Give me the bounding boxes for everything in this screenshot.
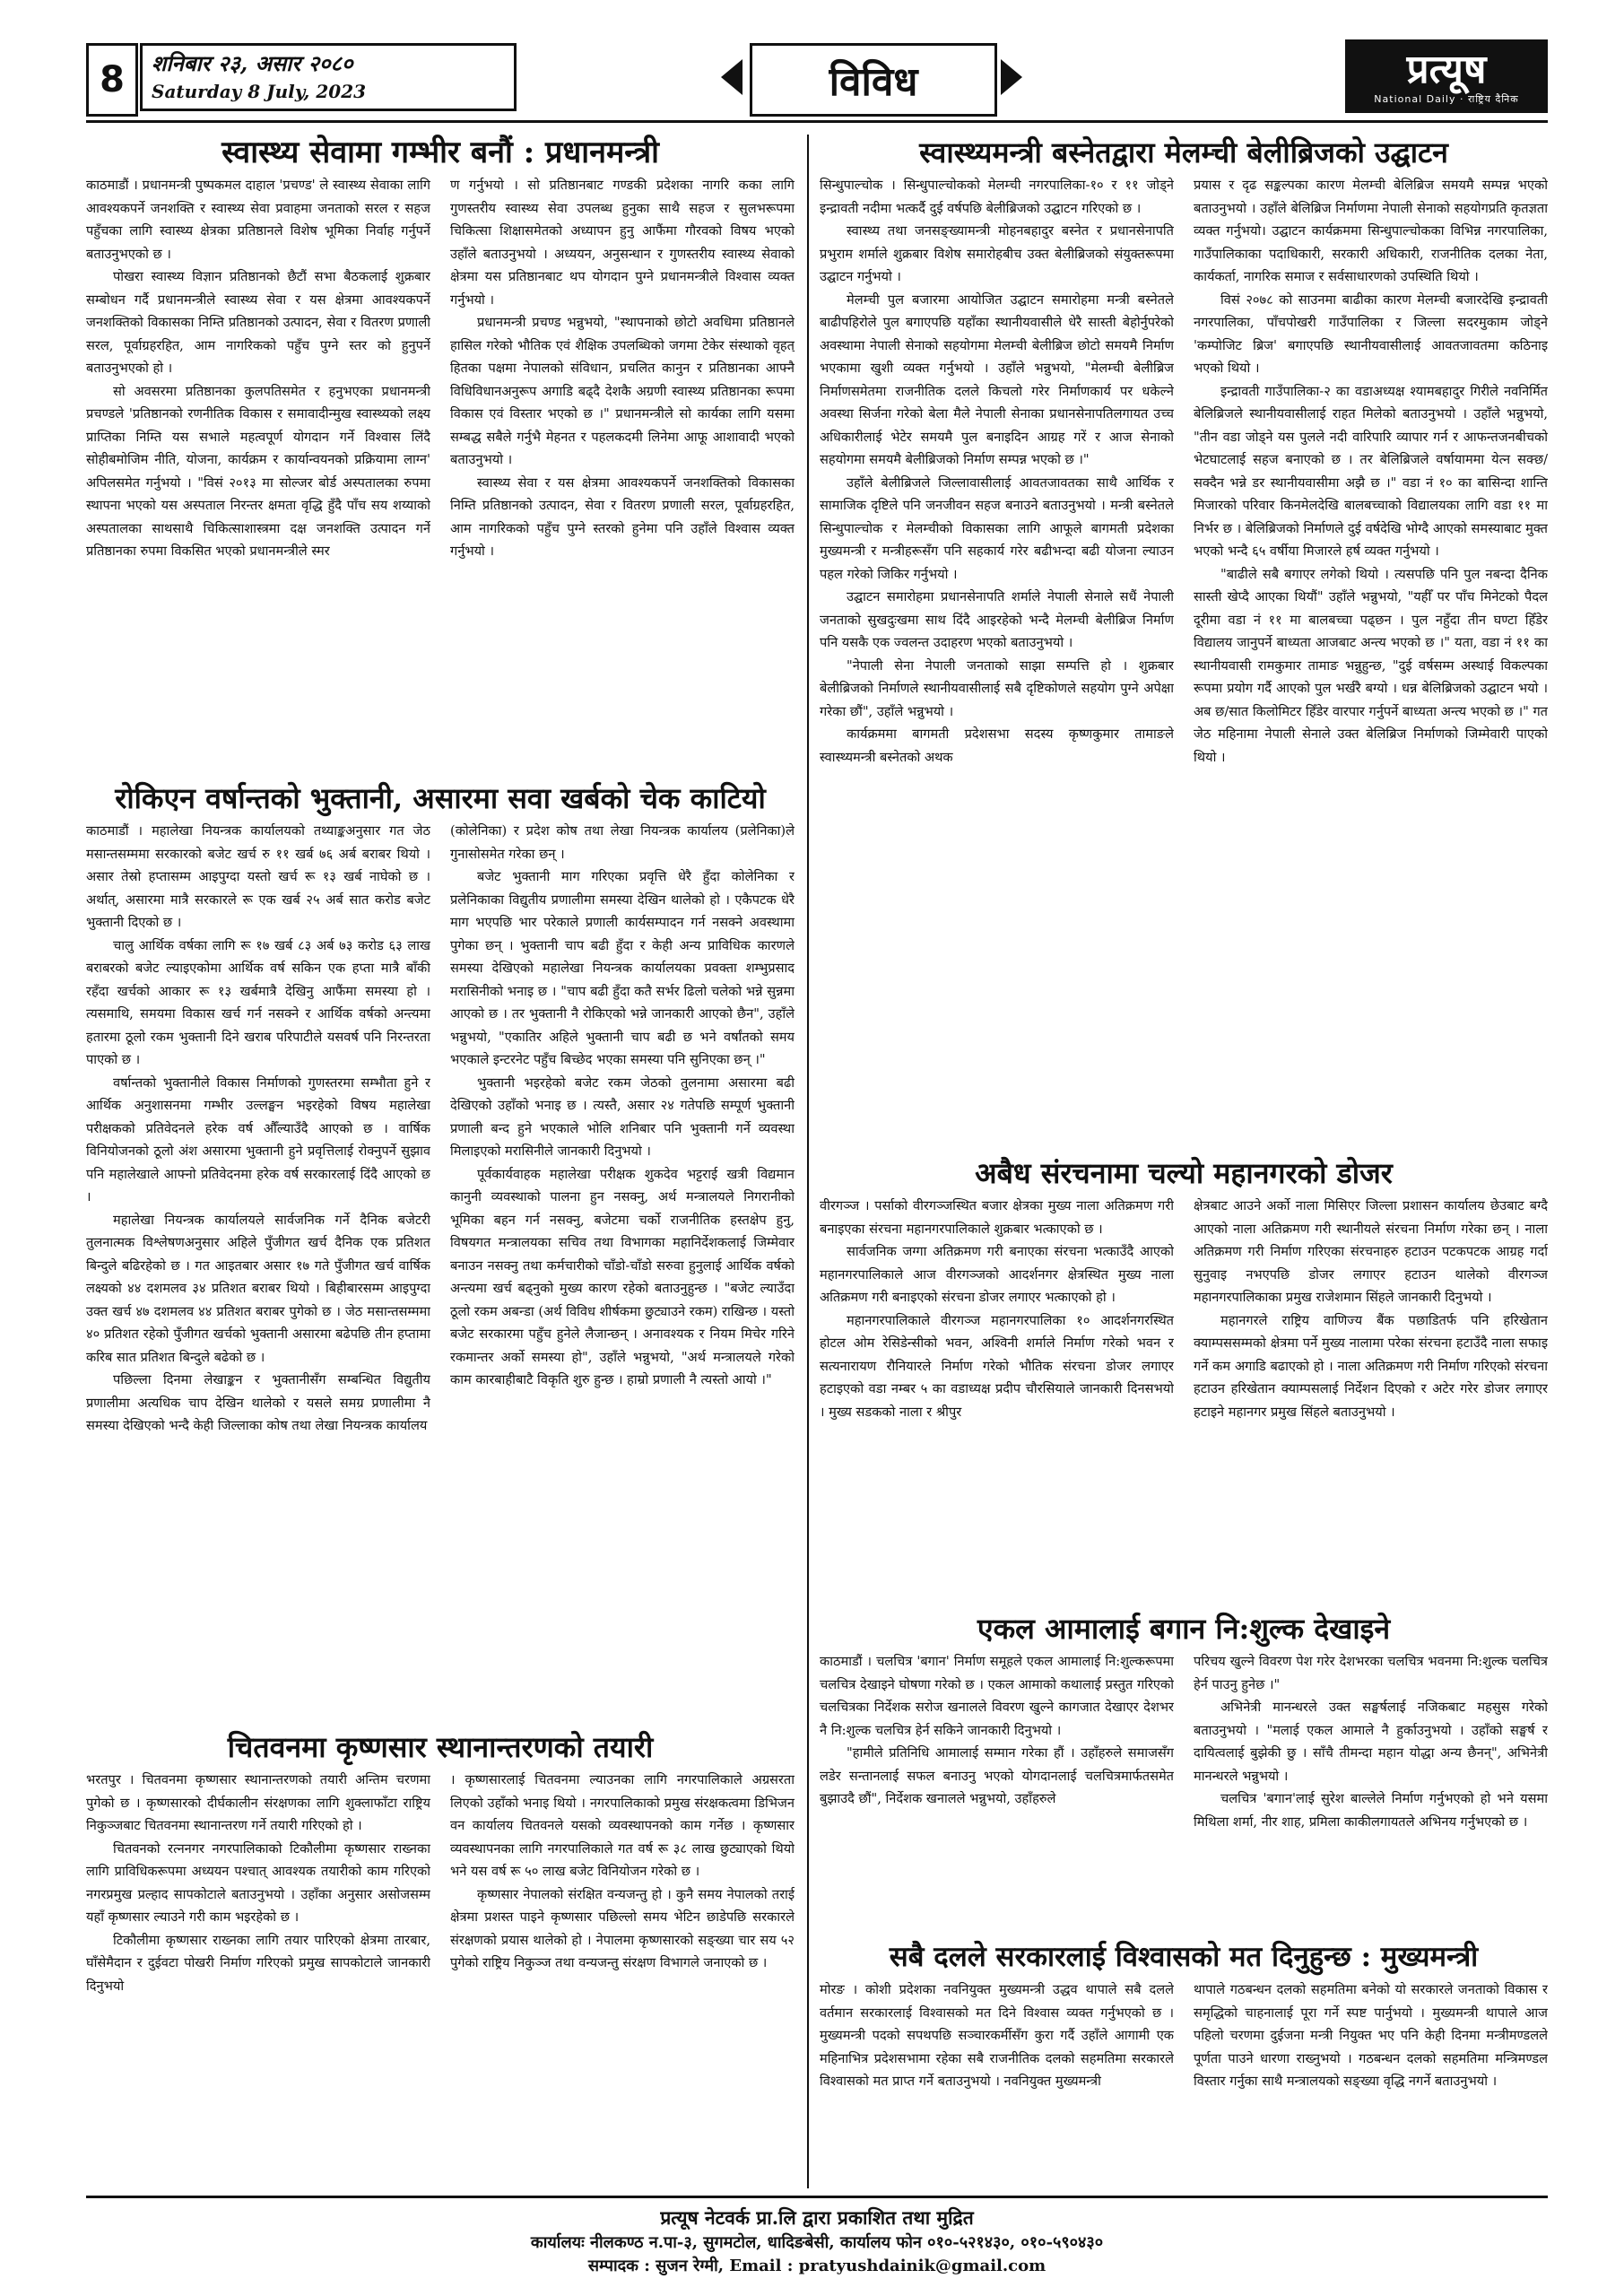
paragraph: सो अवसरमा प्रतिष्ठानका कुलपतिसमेत र हनुभएका प्रधानमन्त्री प्रचण्डले 'प्रतिष्ठानको रणनीतिक विकास र समावादीन्मुख स्वास्थ्यको लक्ष्य प्राप्तिका निम्ति यस सभाले महत्वपूर्ण योगदान गर्ने विश्वास लिंदै सोहीबमोजिम नीति, योजना, कार्यक्रम र कार्यान्वयनको प्रक्रियामा लाग्न' अपिलसमेत गर्नुभयो । "विसं २०१३ मा सोल्जर बोर्ड अस्पतालका रुपमा स्थापना भएको यस अस्पताल निरन्तर क्षमता वृद्धि हुँदै पाँच सय शय्याको अस्पतालका साथसाथै चिकित्साशास्त्रमा दक्ष जनशक्ति उत्पादन गर्ने प्रतिष्ठानका रुपमा विकसित भएको प्रधानमन्त्रीले स्मर	[86, 383, 430, 559]
footer-rule	[86, 2196, 1548, 2198]
paragraph: भरतपुर । चितवनमा कृष्णसार स्थानान्तरणको तयारी अन्तिम चरणमा पुगेको छ । कृष्णसारको दीर्घकालीन संरक्षणका लागि शुक्लाफाँटा राष्ट्रिय निकुञ्जबाट चितवनमा स्थानान्तरण गर्ने तयारी गरिएको हो ।	[86, 1772, 430, 1833]
paragraph: परिचय खुल्ने विवरण पेश गरेर देशभरका चलचित्र भवनमा नि:शुल्क चलचित्र हेर्न पाउनु हुनेछ ।"	[1194, 1654, 1548, 1692]
footer-publisher: प्रत्यूष नेटवर्क प्रा.लि द्वारा प्रकाशित तथा मुद्रित	[660, 2206, 974, 2229]
article-column	[820, 174, 1174, 1143]
paragraph: "बाढीले सबै बगाएर लगेको थियो । त्यसपछि पनि पुल नबन्दा दैनिक सास्ती खेप्दै आएका थियौं" उहाँले भन्नुभयो, "यहीँ पर पाँच मिनेटको पैदल दूरीमा वडा नं ११ मा बालबच्चा पढ्छन । पुल नहुँदा तीन घण्टा हिँडेर विद्यालय जानुपर्ने बाध्यता आजबाट अन्त्य भएको छ ।" यता, वडा नं ११ का स्थानीयवासी रामकुमार तामाङ भन्नुहुन्छ, "दुई वर्षसम्म अस्थाई विकल्पका रूपमा प्रयोग गर्दै आएको पुल भर्खरै बग्यो । धन्न बेलिब्रिजको उद्घाटन भयो । अब छ/सात किलोमिटर हिँडेर वारपार गर्नुपर्ने बाध्यता अन्त्य भएको छ ।" गत जेठ महिनामा नेपाली सेनाले उक्त बेलिब्रिज निर्माणको जिम्मेवारी पाएको थियो ।	[1194, 566, 1548, 765]
paragraph: वीरगञ्ज । पर्साको वीरगञ्जस्थित बजार क्षेत्रका मुख्य नाला अतिक्रमण गरी बनाइएका संरचना महानगरपालिकाले शुक्रबार भत्काएको छ ।	[820, 1198, 1174, 1237]
paragraph: चितवनको रत्ननगर नगरपालिकाको टिकौलीमा कृष्णसार राख्नका लागि प्राविधिकरूपमा अध्ययन पश्चात् आवश्यक तयारीको काम गरिएको नगरप्रमुख प्रल्हाद सापकोटाले बताउनुभयो । उहाँका अनुसार असोजसम्म यहाँ कृष्णसार ल्याउने गरी काम भइरहेको छ ।	[86, 1840, 430, 1925]
paragraph: थापाले गठबन्धन दलको सहमतिमा बनेको यो सरकारले जनताको विकास र समृद्धिको चाहनालाई पूरा गर्ने स्पष्ट पार्नुभयो । मुख्यमन्त्री थापाले आज पहिलो चरणमा दुईजना मन्त्री नियुक्त भए पनि केही दिनमा मन्त्रीमण्डलले पूर्णता पाउने धारणा राख्नुभयो । गठबन्धन दलको सहमतिमा मन्त्रिमण्डल विस्तार गर्नुका साथै मन्त्रालयको सङ्ख्या वृद्धि नगर्ने बताउनुभयो ।	[1194, 1982, 1548, 2089]
article-column	[1194, 1195, 1548, 1589]
article-column	[820, 1650, 1174, 1934]
paragraph: स्वास्थ्य सेवा र यस क्षेत्रमा आवश्यकपर्ने जनशक्तिको विकासका निम्ति प्रतिष्ठानको उत्पादन, सेवा र वितरण प्रणाली सरल, पूर्वाग्रहरहित, आम नागरिकको पहुँच पुग्ने स्तरको हुनेमा पनि उहाँले विश्वास व्यक्त गर्नुभयो ।	[450, 474, 795, 559]
headline: स्वास्थ्यमन्त्री बस्नेतद्वारा मेलम्ची बेलीब्रिजको उद्घाटन	[919, 135, 1448, 170]
article-column	[1194, 1650, 1548, 1934]
article-column	[86, 174, 430, 766]
headline: स्वास्थ्य सेवामा गम्भीर बनौं : प्रधानमन्त्री	[221, 135, 659, 170]
paragraph: स्वास्थ्य तथा जनसङ्ख्यामन्त्री मोहनबहादुर बस्नेत र प्रधानसेनापति प्रभुराम शर्माले शुक्रबार विशेष समारोहबीच उक्त बेलीब्रिजको संयुक्तरूपमा उद्घाटन गर्नुभयो ।	[820, 223, 1174, 284]
paragraph: सिन्धुपाल्चोक । सिन्धुपाल्चोकको मेलम्ची नगरपालिका-१० र ११ जोड्ने इन्द्रावती नदीमा भत्कर्दै दुई वर्षपछि बेलीब्रिजको उद्घाटन गरिएको छ ।	[820, 178, 1174, 216]
section-title: विविध	[750, 43, 997, 117]
arrow-left-icon	[721, 59, 743, 95]
article-column	[86, 1769, 430, 2190]
paragraph: प्रयास र दृढ सङ्कल्पका कारण मेलम्ची बेलिब्रिज समयमै सम्पन्न भएको बताउनुभयो । उहाँले बेलिब्रिज निर्माणमा नेपाली सेनाको सहयोगप्रति कृतज्ञता व्यक्त गर्नुभयो। उद्घाटन कार्यक्रममा सिन्धुपाल्चोकका विभिन्न नगरपालिका, गाउँपालिकाका पदाधिकारी, सरकारी अधिकारी, राजनीतिक दलका नेता, कार्यकर्ता, नागरिक समाज र सर्वसाधारणको उपस्थिति थियो ।	[1194, 178, 1548, 284]
paragraph: अभिनेत्री मानन्धरले उक्त सङ्घर्षलाई नजिकबाट महसुस गरेको बताउनुभयो । "मलाई एकल आमाले नै हुर्काउनुभयो । उहाँको सङ्घर्ष र दायित्वलाई बुझेकी छु । साँचै तीमन्दा महान योद्धा अन्य छैनन्", अभिनेत्री मानन्धरले भन्नुभयो ।	[1194, 1700, 1548, 1784]
article-column	[86, 820, 430, 1717]
article-bulldozer	[820, 1152, 1548, 1589]
paragraph: टिकौलीमा कृष्णसार राख्नका लागि तयार पारिएको क्षेत्रमा तारबार, घाँसेमैदान र दुईवटा पोखरी निर्माण गरिएको प्रमुख सापकोटाले जानकारी दिनुभयो	[86, 1932, 430, 1994]
paragraph: ण गर्नुभयो । सो प्रतिष्ठानबाट गण्डकी प्रदेशका नागरि कका लागि गुणस्तरीय स्वास्थ्य सेवा उपलब्ध हुनुका साथै सहज र सुलभरूपमा चिकित्सा शिक्षासमेतको अध्यापन हुनु आफैंमा गौरवको विषय भएको उहाँले बताउनुभयो । अध्ययन, अनुसन्धान र गुणस्तरीय स्वास्थ्य सेवाको क्षेत्रमा यस प्रतिष्ठानबाट थप योगदान पुग्ने प्रधानमन्त्रीले विश्वास व्यक्त गर्नुभयो ।	[450, 178, 795, 308]
arrow-right-icon	[1001, 59, 1022, 95]
article-column	[820, 1979, 1174, 2190]
paragraph: मोरङ । कोशी प्रदेशका नवनियुक्त मुख्यमन्त्री उद्धव थापाले सबै दलले वर्तमान सरकारलाई विश्वासको मत दिने विश्वास व्यक्त गर्नुभएको छ । मुख्यमन्त्री पदको सपथपछि सञ्चारकर्मीसँग कुरा गर्दै उहाँले आगामी एक महिनाभित्र प्रदेशसभामा रहेका सबै राजनीतिक दलको सहमतिमा सरकारले विश्वासको मत प्राप्त गर्ने बताउनुभयो । नवनियुक्त मुख्यमन्त्री	[820, 1982, 1174, 2089]
paragraph: काठमाडौं । प्रधानमन्त्री पुष्पकमल दाहाल 'प्रचण्ड' ले स्वास्थ्य सेवाका लागि आवश्यकपर्ने जनशक्ति र स्वास्थ्य सेवा प्रवाहमा जनताको सरल र सहज पहुँचका लागि स्वास्थ्य क्षेत्रका प्रतिष्ठानले विशेष भूमिका निर्वाह गर्नुपर्ने बताउनुभएको छ ।	[86, 178, 430, 262]
article-column	[450, 174, 795, 766]
paragraph: । कृष्णसारलाई चितवनमा ल्याउनका लागि नगरपालिकाले अग्रसरता लिएको उहाँको भनाइ थियो । नगरपालिकाको प्रमुख संरक्षकत्वमा डिभिजन वन कार्यालय चितवनले यसको व्यवस्थापनको काम गर्नेछ । कृष्णसार व्यवस्थापनका लागि नगरपालिकाले गत वर्ष रू ३८ लाख छुट्याएको थियो भने यस वर्ष रू ५० लाख बजेट विनियोजन गरेको छ ।	[450, 1772, 795, 1879]
paragraph: इन्द्रावती गाउँपालिका-२ का वडाअध्यक्ष श्यामबहादुर गिरीले नवनिर्मित बेलिब्रिजले स्थानीयवासीलाई राहत मिलेको बताउनुभयो । उहाँले भन्नुभयो, "तीन वडा जोड्ने यस पुलले नदी वारिपारि व्यापार गर्न र आफन्तजनबीचको भेटघाटलाई सहज बनाएको छ । तर बेलिब्रिजले वर्षायाममा येत्न सक्छ/ सक्दैन भन्ने डर स्थानीयवासीमा अझै छ ।" वडा नं १० का बासिन्दा शान्ति मिजारको परिवार किनमेलदेखि बालबच्चाको विद्यालयका लागि वडा ११ मा निर्भर छ । बेलिब्रिजको निर्माणले दुई वर्षदेखि भोग्दै आएको समस्याबाट मुक्त भएको भन्दै ६५ वर्षीया मिजारले हर्ष व्यक्त गर्नुभयो ।	[1194, 383, 1548, 559]
headline: चितवनमा कृष्णसार स्थानान्तरणको तयारी	[227, 1730, 654, 1764]
article-melamchi-bridge	[820, 131, 1548, 1143]
article-blackbuck	[86, 1726, 795, 2190]
date-box	[140, 43, 517, 111]
paragraph: पछिल्ला दिनमा लेखाङ्कन र भुक्तानीसँग सम्बन्धित विद्युतीय प्रणालीमा अत्यधिक चाप देखिन थालेको र यसले समग्र प्रणालीमा नै समस्या देखिएको भन्दै केही जिल्लाका कोष तथा लेखा नियन्त्रक कार्यालय	[86, 1372, 430, 1433]
paragraph: (कोलेनिका) र प्रदेश कोष तथा लेखा नियन्त्रक कार्यालय (प्रलेनिका)ले गुनासोसमेत गरेका छन् ।	[450, 823, 795, 862]
article-pm-health	[86, 131, 795, 766]
paragraph: काठमाडौं । महालेखा नियन्त्रक कार्यालयको तथ्याङ्कअनुसार गत जेठ मसान्तसम्ममा सरकारको बजेट खर्च रु ११ खर्ब ७६ अर्ब बराबर थियो । असार तेस्रो हप्तासम्म आइपुग्दा यस्तो खर्च रू १३ खर्ब नाघेको छ । अर्थात्, असारमा मात्रै सरकारले रू एक खर्ब २५ अर्ब सात करोड बजेट भुक्तानी दिएको छ ।	[86, 823, 430, 930]
paragraph: उद्घाटन समारोहमा प्रधानसेनापति शर्माले नेपाली सेनाले सधैं नेपाली जनताको सुखदुःखमा साथ दिंदै आइरहेको भन्दै मेलम्ची बेलीब्रिज निर्माण पनि यसकै एक ज्वलन्त उदाहरण भएको बताउनुभयो ।	[820, 589, 1174, 650]
masthead-rule	[86, 120, 1548, 123]
masthead	[86, 43, 1548, 117]
paragraph: काठमाडौं । चलचित्र 'बगान' निर्माण समूहले एकल आमालाई नि:शुल्करूपमा चलचित्र देखाइने घोषणा गरेको छ । एकल आमाको कथालाई प्रस्तुत गरिएको चलचित्रका निर्देशक सरोज खनालले विवरण खुल्ने कागजात देखाएर देशभर नै नि:शुल्क चलचित्र हेर्न सकिने जानकारी दिनुभयो ।	[820, 1654, 1174, 1738]
newspaper-logo	[1345, 39, 1548, 113]
paragraph: पूर्वकार्यवाहक महालेखा परीक्षक शुकदेव भट्टराई खत्री विद्यमान कानुनी व्यवस्थाको पालना हुन नसक्नु, अर्थ मन्त्रालयले निगरानीको भूमिका बहन गर्न नसक्नु, बजेटमा चर्को राजनीतिक हस्तक्षेप हुनु, विषयगत मन्त्रालयका सचिव तथा विभागका महानिर्देशकलाई जिम्मेवार बनाउन नसक्नु तथा कर्मचारीको चाँडो-चाँडो सरुवा हुनुलाई आर्थिक वर्षको अन्त्यमा खर्च बढ्नुको मुख्य कारण रहेको बताउनुहुन्छ । "बजेट ल्याउँदा ठूलो रकम अबन्डा (अर्थ विविध शीर्षकमा छुट्याउने रकम) राखिन्छ । यस्तो बजेट सरकारमा पहुँच हुनेले लैजान्छन् । अनावश्यक र नियम मिचेर गरिने रकमान्तर अर्को समस्या हो", उहाँले भन्नुभयो, "अर्थ मन्त्रालयले गरेको काम कारबाहीबाटै विकृति शुरु हुन्छ । हाम्रो प्रणाली नै त्यस्तो आयो ।"	[450, 1166, 795, 1387]
paragraph: "हामीले प्रतिनिधि आमालाई सम्मान गरेका हौं । उहाँहरुले समाजसँग लडेर सन्तानलाई सफल बनाउनु भएको योगदानलाई चलचित्रमार्फतसमेत बुझाउदै छौं", निर्देशक खनालले भन्नुभयो, उहाँहरुले	[820, 1745, 1174, 1806]
footer-editor: सम्पादक : सुजन रेग्मी, Email : pratyushdainik@gmail.com	[587, 2257, 1046, 2275]
date-english: Saturday 8 July, 2023	[152, 81, 367, 102]
article-cm-trust	[820, 1935, 1548, 2190]
headline: अबैध संरचनामा चल्यो महानगरको डोजर	[975, 1156, 1393, 1190]
headline: सबै दलले सरकारलाई विश्वासको मत दिनुहुन्छ : मुख्यमन्त्री	[889, 1941, 1479, 1973]
paragraph: बजेट भुक्तानी माग गरिएका प्रवृत्ति धेरै हुँदा कोलेनिका र प्रलेनिकाका विद्युतीय प्रणालीमा समस्या देखिन थालेको हो । एकैपटक धेरै माग भएपछि भार परेकाले प्रणाली कार्यसम्पादन गर्न नसक्ने अवस्थामा पुगेका छन् । भुक्तानी चाप बढी हुँदा र केही अन्य प्राविधिक कारणले समस्या देखिएको महालेखा नियन्त्रक कार्यालयका प्रवक्ता शम्भुप्रसाद मरासिनीको भनाइ छ । "चाप बढी हुँदा कतै सर्भर ढिलो चलेको भन्ने सुन्नमा आएको छ । तर भुक्तानी नै रोकिएको भन्ने जानकारी आएको छैन", उहाँले भन्नुभयो, "एकातिर अहिले भुक्तानी चाप बढी छ भने वर्षांतको समय भएकाले इन्टरनेट पहुँच बिच्छेद भएका समस्या पनि सुनिएका छन् ।"	[450, 869, 795, 1067]
article-column	[1194, 1979, 1548, 2190]
logo-text: प्रत्यूष	[1406, 46, 1487, 92]
paragraph: मेलम्ची पुल बजारमा आयोजित उद्घाटन समारोहमा मन्त्री बस्नेतले बाढीपहिरोले पुल बगाएपछि यहाँका स्थानीयवासीले धेरै सास्ती बेहोर्नुपरेको अवस्थामा नेपाली सेनाको सहयोगमा मेलम्ची बेलीब्रिज छोटो समयमै निर्माण भएकामा खुशी व्यक्त गर्नुभयो । उहाँले भन्नुभयो, "मेलम्ची बेलीब्रिज निर्माणसमेतमा राजनीतिक दलले किचलो गरेर निर्माणकार्य पर धकेल्ने अवस्था सिर्जना गरेको बेला मैले नेपाली सेनाका प्रधानसेनापतिलगायत उच्च अधिकारीलाई भेटेर समयमै पुल बनाइदिन आग्रह गरें र आज सेनाको सहयोगमा समयमै बेलीब्रिजको निर्माण सम्पन्न भएको छ ।"	[820, 291, 1174, 467]
paragraph: चालु आर्थिक वर्षका लागि रू १७ खर्ब ८३ अर्ब ७३ करोड ६३ लाख बराबरको बजेट ल्याइएकोमा आर्थिक वर्ष सकिन एक हप्ता मात्रै बाँकी रहँदा खर्चको आकार रू १३ खर्बमात्रै देखिनु आफैंमा समस्या हो । त्यसमाथि, समयमा विकास खर्च गर्न नसक्ने र आर्थिक वर्षको अन्त्यमा हतारमा ठूलो रकम भुक्तानी दिने खराब परिपाटीले यसवर्ष पनि निरन्तरता पाएको छ ।	[86, 937, 430, 1067]
footer-address: कार्यालयः नीलकण्ठ न.पा-३, सुगमटोल, धादिङबेसी, कार्यालय फोन ०१०-५२१४३०, ०१०-५९०४३०	[530, 2233, 1104, 2252]
page-number: 8	[86, 43, 138, 117]
article-budget	[86, 777, 795, 1717]
paragraph: महानगरपालिकाले वीरगञ्ज महानगरपालिका १० आदर्शनगरस्थित होटल ओम रेसिडेन्सीको भवन, अश्विनी शर्माले निर्माण गरेको भवन र सत्यनारायण रौनियारले निर्माण गरेको भौतिक संरचना डोजर लगाएर हटाइएको वडा नम्बर ५ का वडाध्यक्ष प्रदीप चौरसियाले जानकारी दिनसभयो । मुख्य सडकको नाला र श्रीपुर	[820, 1312, 1174, 1420]
paragraph: महालेखा नियन्त्रक कार्यालयले सार्वजनिक गर्ने दैनिक बजेटरी तुलनात्मक विश्लेषणअनुसार अहिले पुँजीगत खर्च दैनिक एक प्रतिशत बिन्दुले बढिरहेको छ । गत आइतबार असार १७ गते पुँजीगत खर्च वार्षिक लक्ष्यको ४४ दशमलव ३४ प्रतिशत बराबर थियो । बिहीबारसम्म आइपुग्दा उक्त खर्च ४७ दशमलव ४४ प्रतिशत बराबर पुगेको छ । जेठ मसान्तसम्ममा ४० प्रतिशत रहेको पुँजीगत खर्चको भुक्तानी असारमा बढेपछि तीन हप्तामा करिब सात प्रतिशत बिन्दुले बढेको छ ।	[86, 1212, 430, 1365]
paragraph: सार्वजनिक जग्गा अतिक्रमण गरी बनाएका संरचना भत्काउँदै आएको महानगरपालिकाले आज वीरगञ्जको आदर्शनगर क्षेत्रस्थित मुख्य नाला अतिक्रमण गरी बनाइएको संरचना डोजर लगाएर भत्काएको हो ।	[820, 1244, 1174, 1305]
logo-subtitle: National Daily · राष्ट्रिय दैनिक	[1374, 92, 1519, 105]
paragraph: प्रधानमन्त्री प्रचण्ड भन्नुभयो, "स्थापनाको छोटो अवधिमा प्रतिष्ठानले हासिल गरेको भौतिक एवं शैक्षिक उपलब्धिको जगमा टेकेर संस्थाको वृहत् हितका पक्षमा नेपालको संविधान, प्रचलित कानुन र प्रतिष्ठानका आफ्नै विधिविधानअनुरूप अगाडि बढ्दै देशकै अग्रणी स्वास्थ्य प्रतिष्ठानका रूपमा विकास एवं विस्तार भएको छ ।" प्रधानमन्त्रीले सो कार्यका लागि यसमा सम्बद्ध सबैले गर्नुभै मेहनत र पहलकदमी लिनेमा आफू आशावादी भएको बताउनुभयो ।	[450, 315, 795, 467]
headline: एकल आमालाई बगान नि:शुल्क देखाइने	[977, 1612, 1391, 1646]
paragraph: भुक्तानी भइरहेको बजेट रकम जेठको तुलनामा असारमा बढी देखिएको उहाँको भनाइ छ । त्यस्तै, असार २४ गतेपछि सम्पूर्ण भुक्तानी प्रणाली बन्द हुने भएकाले भोलि शनिबार पनि भुक्तानी गर्ने व्यवस्था मिलाइएको मरासिनीले जानकारी दिनुभयो ।	[450, 1074, 795, 1159]
paragraph: विसं २०७८ को साउनमा बाढीका कारण मेलम्ची बजारदेखि इन्द्रावती नगरपालिका, पाँचपोखरी गाउँपालिका र जिल्ला सदरमुकाम जोड्ने 'कम्पोजिट ब्रिज' बगाएपछि स्थानीयवासीलाई आवतजावतमा कठिनाइ भएको थियो ।	[1194, 291, 1548, 376]
paragraph: उहाँले बेलीब्रिजले जिल्लावासीलाई आवतजावतका साथै आर्थिक र सामाजिक दृष्टिले पनि जनजीवन सहज बनाउने बताउनुभयो । मन्त्री बस्नेतले सिन्धुपाल्चोक र मेलम्चीको विकासका लागि आफूले बागमती प्रदेशका मुख्यमन्त्री र मन्त्रीहरूसँग पनि सहकार्य गरेर बढीभन्दा बढी योजना ल्याउन पहल गरेको जिकिर गर्नुभयो ।	[820, 474, 1174, 582]
paragraph: कृष्णसार नेपालको संरक्षित वन्यजन्तु हो । कुनै समय नेपालको तराई क्षेत्रमा प्रशस्त पाइने कृष्णसार पछिल्लो समय भेटिन छाडेपछि सरकारले संरक्षणको प्रयास थालेको हो । नेपालमा कृष्णसारको सङ्ख्या चार सय ५२ पुगेको राष्ट्रिय निकुञ्ज तथा वन्यजन्तु संरक्षण विभागले जनाएको छ ।	[450, 1886, 795, 1970]
article-film	[820, 1607, 1548, 1934]
paragraph: चलचित्र 'बगान'लाई सुरेश बाल्लेले निर्माण गर्नुभएको हो भने यसमा मिथिला शर्मा, नीर शाह, प्रमिला काकीलगायतले अभिनय गर्नुभएको छ ।	[1194, 1791, 1548, 1830]
article-column	[820, 1195, 1174, 1589]
paragraph: कार्यक्रममा बागमती प्रदेशसभा सदस्य कृष्णकुमार तामाङले स्वास्थ्यमन्त्री बस्नेतको अथक	[820, 726, 1174, 765]
article-column	[450, 820, 795, 1717]
article-column	[450, 1769, 795, 2190]
headline: रोकिएन वर्षान्तको भुक्तानी, असारमा सवा खर्बको चेक काटियो	[115, 781, 766, 815]
date-nepali: शनिबार २३, असार २०८०	[152, 50, 353, 76]
paragraph: क्षेत्रबाट आउने अर्को नाला मिसिएर जिल्ला प्रशासन कार्यालय छेउबाट बग्दै आएको नाला अतिक्रमण गरी स्थानीयले संरचना निर्माण गरेका छन् । नाला अतिक्रमण गरी निर्माण गरिएका संरचनाहरु हटाउन पटकपटक आग्रह गर्दा सुनुवाइ नभएपछि डोजर लगाएर हटाउन थालेको वीरगञ्ज महानगरपालिकाका प्रमुख राजेशमान सिंहले जानकारी दिनुभयो ।	[1194, 1198, 1548, 1305]
article-column	[1194, 174, 1548, 1143]
paragraph: "नेपाली सेना नेपाली जनताको साझा सम्पत्ति हो । शुक्रबार बेलीब्रिजको निर्माणले स्थानीयवासीलाई सबै दृष्टिकोणले सहयोग पुग्ने अपेक्षा गरेका छौं", उहाँले भन्नुभयो ।	[820, 657, 1174, 719]
paragraph: पोखरा स्वास्थ्य विज्ञान प्रतिष्ठानको छैटौं सभा बैठकलाई शुक्रबार सम्बोधन गर्दै प्रधानमन्त्रीले स्वास्थ्य सेवा र यस क्षेत्रमा आवश्यकपर्ने जनशक्तिको विकासका निम्ति प्रतिष्ठानको उत्पादन, सेवा र वितरण प्रणाली सरल, पूर्वाग्रहरहित, आम नागरिकको पहुँच पुग्ने स्तर को हुनुपर्ने बताउनुभएको हो ।	[86, 269, 430, 376]
footer	[86, 2205, 1548, 2278]
paragraph: वर्षान्तको भुक्तानीले विकास निर्माणको गुणस्तरमा सम्भौता हुने र आर्थिक अनुशासनमा गम्भीर उल्लङ्घन भइरहेको विषय महालेखा परीक्षकको प्रतिवेदनले हरेक वर्ष औँल्याउँदै आएको छ । वार्षिक विनियोजनको ठूलो अंश असारमा भुक्तानी हुने प्रवृत्तिलाई रोक्नुपर्ने सुझाव पनि महालेखाले आफ्नो प्रतिवेदनमा हरेक वर्ष सरकारलाई दिंदै आएको छ ।	[86, 1074, 430, 1205]
column-divider	[807, 135, 809, 2188]
paragraph: महानगरले राष्ट्रिय वाणिज्य बैंक पछाडितर्फ पनि हरिखेतान क्याम्पससम्मको क्षेत्रमा पर्ने मुख्य नालामा परेका संरचना हटाउँदै नाला सफाइ गर्ने कम अगाडि बढाएको हो । नाला अतिक्रमण गरी निर्माण गरिएको संरचना हटाउन हरिखेतान क्याम्पसलाई निर्देशन दिएको र अटेर गरेर डोजर लगाएर हटाइने महानगर प्रमुख सिंहले बताउनुभयो ।	[1194, 1312, 1548, 1420]
